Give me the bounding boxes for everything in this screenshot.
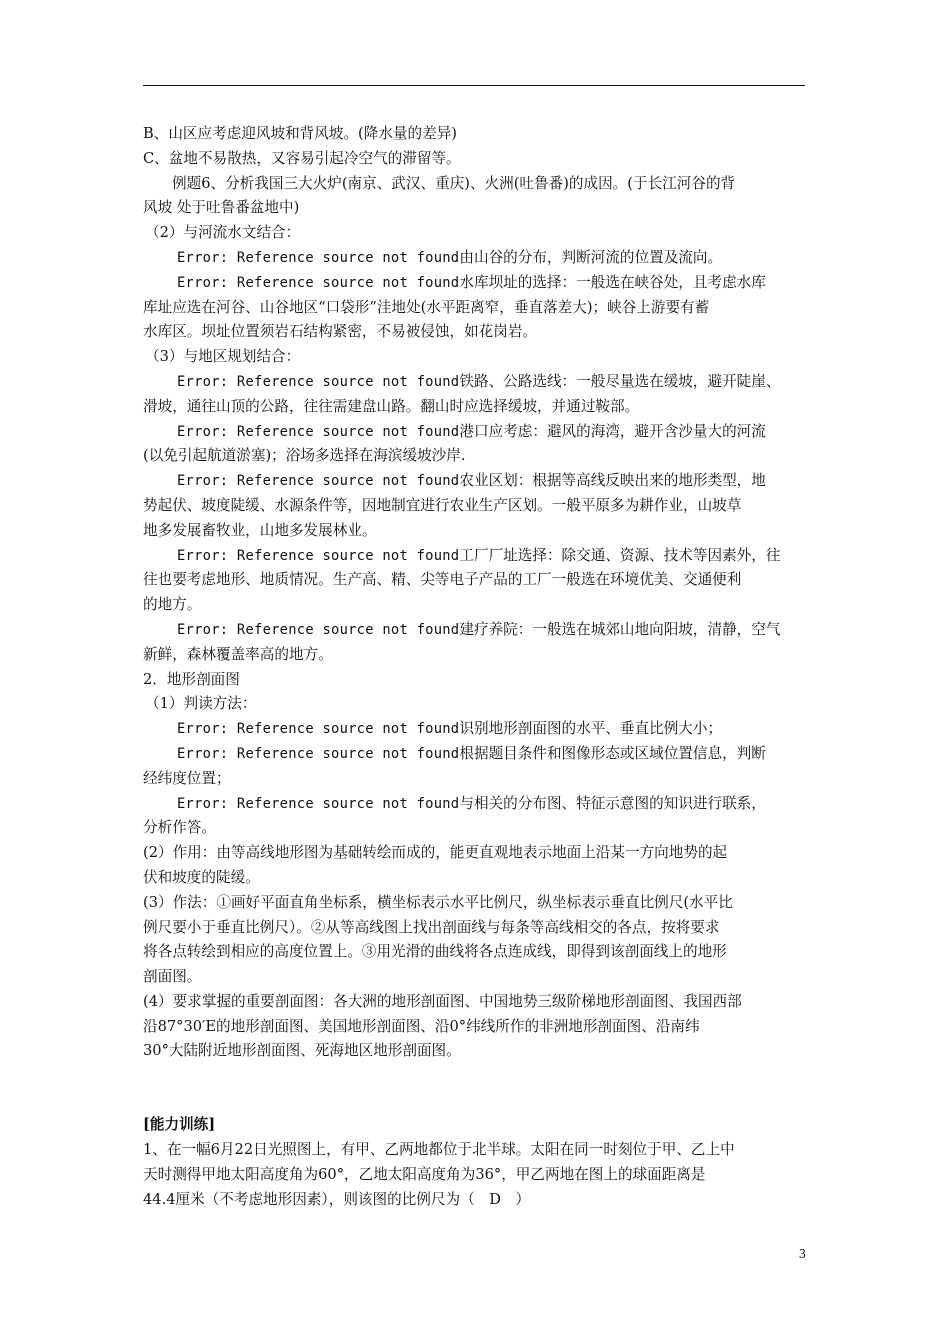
text-line: 库址应选在河谷、山谷地区“口袋形”洼地处(水平距离窄，垂直落差大)；峡谷上游要有蓄: [143, 298, 710, 316]
item-text: 根据题目条件和图像形态或区域位置信息，判断: [459, 744, 766, 762]
item-text: 铁路、公路选线：一般尽量选在缓坡，避开陡崖、: [459, 372, 781, 390]
text-line: 沿87°30′E的地形剖面图、美国地形剖面图、沿0°纬线所作的非洲地形剖面图、沿南纬: [143, 1017, 700, 1035]
text-line: 滑坡，通往山顶的公路，往往需建盘山路。翻山时应选择缓坡，并通过鞍部。: [143, 397, 640, 415]
item-text: 工厂厂址选择：除交通、资源、技术等因素外，往: [459, 546, 781, 564]
error-ref: Error: Reference source not found: [177, 547, 460, 564]
text-line: 地多发展畜牧业，山地多发展林业。: [143, 521, 377, 539]
error-ref: Error: Reference source not found: [177, 473, 460, 490]
list-item: [143, 271, 807, 296]
item-text: 港口应考虑：避风的海湾，避开含沙量大的河流: [459, 422, 766, 440]
text-line: 经纬度位置；: [143, 769, 231, 787]
question-line: 44.4厘米（不考虑地形因素），则该图的比例尺为（ D ）: [143, 1190, 531, 1208]
item-text: 建疗养院：一般选在城郊山地向阳坡，清静，空气: [459, 620, 781, 638]
text-line: B、山区应考虑迎风坡和背风坡。(降水量的差异): [143, 125, 457, 142]
list-item: [143, 370, 807, 395]
page-body: [143, 122, 807, 1212]
section-title: 2．地形剖面图: [143, 670, 240, 688]
list-item: [143, 420, 807, 445]
text-line: (以免引起航道淤塞)；浴场多选择在海滨缓坡沙岸.: [143, 447, 466, 465]
error-ref: Error: Reference source not found: [177, 721, 460, 738]
section-heading: （1）判读方法：: [145, 695, 257, 713]
text-line: 剖面图。: [143, 968, 202, 986]
text-line: C、盆地不易散热，又容易引起冷空气的滞留等。: [143, 149, 461, 167]
list-item: [143, 717, 807, 742]
text-line: (2）作用：由等高线地形图为基础转绘而成的，能更直观地表示地面上沿某一方向地势的起: [143, 844, 728, 862]
item-text: 识别地形剖面图的水平、垂直比例大小；: [459, 720, 723, 738]
error-ref: Error: Reference source not found: [177, 745, 460, 762]
text-line: 分析作答。: [143, 819, 216, 837]
text-line: 30°大陆附近地形剖面图、死海地区地形剖面图。: [143, 1042, 461, 1060]
text-line: 的地方。: [143, 596, 202, 614]
page-number: 3: [799, 1246, 806, 1261]
list-item: [143, 544, 807, 569]
list-item: [143, 246, 807, 271]
text-line: (3）作法：①画好平面直角坐标系，横坐标表示水平比例尺，纵坐标表示垂直比例尺(水平比: [143, 893, 733, 911]
spacer: [143, 1064, 807, 1113]
text-line: 伏和坡度的陡缓。: [143, 868, 260, 886]
example-6-line: 风坡 处于吐鲁番盆地中): [143, 199, 300, 217]
text-line: 势起伏、坡度陡缓、水源条件等，因地制宜进行农业生产区划。一般平原多为耕作业，山坡草: [143, 496, 742, 514]
list-item: [143, 618, 807, 643]
list-item: [143, 792, 807, 817]
text-line: 例尺要小于垂直比例尺）。②从等高线图上找出剖面线与每条等高线相交的各点，按将要求: [143, 918, 720, 936]
section-heading: （3）与地区规划结合：: [145, 348, 301, 366]
section-heading: （2）与河流水文结合：: [145, 224, 301, 242]
item-text: 由山谷的分布，判断河流的位置及流向。: [459, 248, 723, 266]
question-line: 天时测得甲地太阳高度角为60°，乙地太阳高度角为36°，甲乙两地在图上的球面距离是: [143, 1165, 706, 1183]
text-line: 水库区。坝址位置须岩石结构紧密，不易被侵蚀，如花岗岩。: [143, 323, 538, 341]
error-ref: Error: Reference source not found: [177, 373, 460, 390]
example-6-line: 例题6、分析我国三大火炉(南京、武汉、重庆)、火洲(吐鲁番)的成因。(于长江河谷的背: [172, 174, 736, 192]
text-line: 新鲜，森林覆盖率高的地方。: [143, 645, 333, 663]
list-item: [143, 469, 807, 494]
text-line: 往也要考虑地形、地质情况。生产高、精、尖等电子产品的工厂一般选在环境优美、交通便利: [143, 571, 742, 589]
text-line: (4）要求掌握的重要剖面图：各大洲的地形剖面图、中国地势三级阶梯地形剖面图、我国西部: [143, 992, 742, 1010]
error-ref: Error: Reference source not found: [177, 795, 460, 812]
text-line: 将各点转绘到相应的高度位置上。③用光滑的曲线将各点连成线，即得到该剖面线上的地形: [143, 943, 727, 961]
error-ref: Error: Reference source not found: [177, 274, 460, 291]
header-rule: [143, 85, 805, 86]
error-ref: Error: Reference source not found: [177, 621, 460, 638]
question-line: 1、在一幅6月22日光照图上，有甲、乙两地都位于北半球。太阳在同一时刻位于甲、乙上中: [143, 1141, 735, 1159]
error-ref: Error: Reference source not found: [177, 423, 460, 440]
item-text: 农业区划：根据等高线反映出来的地形类型，地: [459, 472, 766, 490]
item-text: 水库坝址的选择：一般选在峡谷处，且考虑水库: [459, 273, 766, 291]
list-item: [143, 742, 807, 767]
item-text: 与相关的分布图、特征示意图的知识进行联系，: [459, 794, 766, 812]
error-ref: Error: Reference source not found: [177, 249, 460, 266]
training-heading: [能力训练]: [143, 1116, 216, 1134]
